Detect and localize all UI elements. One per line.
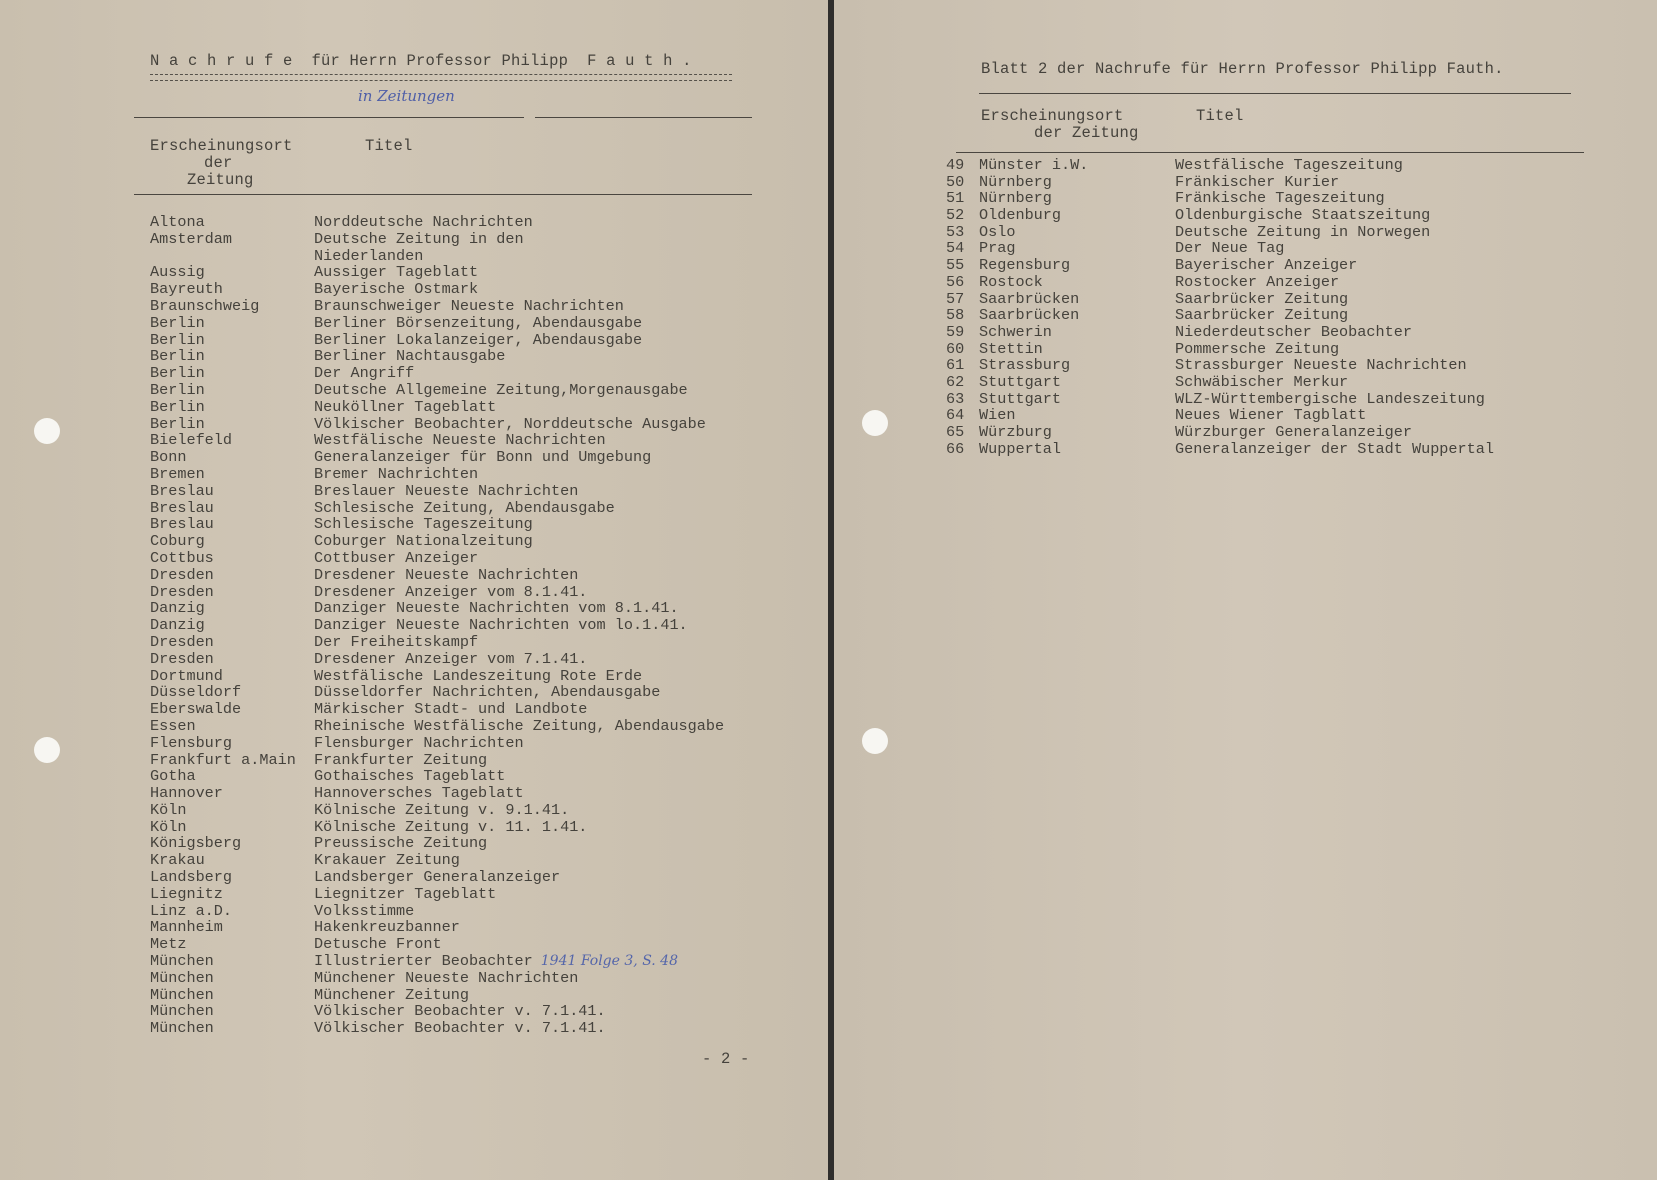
table-row: [150, 919, 724, 936]
location-cell: Gotha: [150, 767, 196, 786]
col-location-header-2: der Zeitung: [1034, 124, 1139, 142]
number-cell: 58: [946, 306, 965, 325]
title-cell: Deutsche Zeitung in Norwegen: [1175, 222, 1431, 241]
number-cell: 65: [946, 423, 965, 441]
table-row: [946, 174, 1494, 191]
table-row: [946, 407, 1494, 424]
location-cell: Linz a.D.: [150, 901, 233, 920]
table-row: [150, 214, 724, 231]
title-cell: Westfälische Tageszeitung: [1175, 156, 1403, 174]
title-cell: Hakenkreuzbanner: [314, 918, 460, 937]
title-cell: Coburger Nationalzeitung: [314, 532, 533, 551]
location-cell: Danzig: [150, 599, 205, 618]
title-cell: Münchener Neueste Nachrichten: [314, 968, 579, 987]
title-cell: Bayerischer Anzeiger: [1175, 256, 1358, 275]
table-row: [150, 886, 724, 903]
title-cell: Landsberger Generalanzeiger: [314, 868, 561, 887]
col-location-header: Erscheinungsort: [981, 107, 1124, 125]
table-row: [150, 634, 724, 651]
newspaper-list: [150, 214, 724, 1037]
title-cell: Völkischer Beobachter, Norddeutsche Ausgabe: [314, 414, 706, 433]
location-cell: Saarbrücken: [979, 289, 1080, 308]
title-cell: Saarbrücker Zeitung: [1175, 306, 1349, 325]
location-cell: Münster i.W.: [979, 156, 1089, 174]
title-cell: Rheinische Westfälische Zeitung, Abendausgabe: [314, 716, 725, 735]
table-row: [150, 903, 724, 920]
header-rule: [134, 194, 752, 195]
title-cell: Neuköllner Tageblatt: [314, 397, 497, 416]
handwritten-note: 1941 Folge 3, S. 48: [540, 953, 678, 970]
table-row: [150, 600, 724, 617]
handwritten-subtitle: in Zeitungen: [358, 87, 455, 105]
title-cell: Dresdener Anzeiger vom 8.1.41.: [314, 582, 588, 601]
number-cell: 50: [946, 172, 965, 191]
table-row: [946, 324, 1494, 341]
page-number: - 2 -: [702, 1050, 750, 1068]
location-cell: Mannheim: [150, 918, 223, 937]
table-row: [946, 424, 1494, 441]
location-cell: Breslau: [150, 515, 214, 534]
punch-hole: [862, 728, 888, 754]
location-cell: Braunschweig: [150, 296, 260, 315]
location-cell: Stettin: [979, 339, 1043, 358]
location-cell: Dresden: [150, 632, 214, 651]
location-cell: Bonn: [150, 448, 187, 467]
title-cell: Der Angriff: [314, 364, 415, 383]
table-row: [150, 936, 724, 953]
location-cell: Nürnberg: [979, 172, 1052, 191]
title-cell: Schlesische Tageszeitung: [314, 515, 533, 534]
table-row: [150, 701, 724, 718]
title-cell: Cottbuser Anzeiger: [314, 548, 479, 567]
title-cell: WLZ-Württembergische Landeszeitung: [1175, 389, 1485, 408]
title-cell: Rostocker Anzeiger: [1175, 272, 1340, 291]
number-cell: 52: [946, 206, 965, 225]
title-cell: Niederlanden: [314, 246, 424, 265]
location-cell: Schwerin: [979, 322, 1052, 341]
location-cell: Oldenburg: [979, 206, 1062, 225]
title-cell: Norddeutsche Nachrichten: [314, 213, 533, 231]
title-cell: Krakauer Zeitung: [314, 851, 460, 870]
location-cell: Breslau: [150, 498, 214, 517]
table-row: [150, 869, 724, 886]
title-cell: Oldenburgische Staatszeitung: [1175, 206, 1431, 225]
table-row: [946, 291, 1494, 308]
location-cell: Nürnberg: [979, 189, 1052, 208]
title-cell: Danziger Neueste Nachrichten vom lo.1.41.: [314, 616, 688, 635]
location-cell: Oslo: [979, 222, 1016, 241]
number-cell: 51: [946, 189, 965, 208]
title-cell: Der Freiheitskampf: [314, 632, 479, 651]
punch-hole: [34, 737, 60, 763]
location-cell: Würzburg: [979, 423, 1052, 441]
location-cell: Eberswalde: [150, 700, 242, 719]
table-row: [946, 274, 1494, 291]
table-row: [150, 567, 724, 584]
location-cell: Altona: [150, 213, 205, 231]
table-row: [150, 651, 724, 668]
title-cell: Preussische Zeitung: [314, 834, 488, 853]
location-cell: Amsterdam: [150, 229, 233, 248]
rule: [979, 93, 1571, 94]
location-cell: Berlin: [150, 364, 205, 383]
table-row: [150, 584, 724, 601]
title-cell: Bremer Nachrichten: [314, 464, 479, 483]
location-cell: München: [150, 1019, 214, 1038]
rule: [134, 117, 524, 118]
table-row: [150, 466, 724, 483]
location-cell: Berlin: [150, 380, 205, 399]
table-row: [150, 852, 724, 869]
number-cell: 66: [946, 439, 965, 458]
table-row: [946, 341, 1494, 358]
location-cell: Dresden: [150, 565, 214, 584]
number-cell: 49: [946, 156, 965, 174]
location-cell: Flensburg: [150, 733, 233, 752]
title-cell: Münchener Zeitung: [314, 985, 469, 1004]
title-cell: Illustrierter Beobachter: [314, 952, 533, 971]
table-row: [150, 332, 724, 349]
location-cell: München: [150, 985, 214, 1004]
number-cell: 53: [946, 222, 965, 241]
location-cell: Bremen: [150, 464, 205, 483]
location-cell: Aussig: [150, 263, 205, 282]
table-row: [946, 307, 1494, 324]
location-cell: Wuppertal: [979, 439, 1062, 458]
title-cell: Bayerische Ostmark: [314, 280, 479, 299]
title-cell: Kölnische Zeitung v. 11. 1.41.: [314, 817, 588, 836]
table-row: [150, 516, 724, 533]
location-cell: Rostock: [979, 272, 1043, 291]
location-cell: Cottbus: [150, 548, 214, 567]
location-cell: Landsberg: [150, 868, 233, 887]
location-cell: München: [150, 952, 214, 971]
double-rule: [150, 74, 732, 81]
table-row: [946, 207, 1494, 224]
title-cell: Generalanzeiger der Stadt Wuppertal: [1175, 439, 1494, 458]
title-cell: Märkischer Stadt- und Landbote: [314, 700, 588, 719]
newspaper-list-2: [946, 157, 1494, 457]
table-row: [150, 449, 724, 466]
title-cell: Saarbrücker Zeitung: [1175, 289, 1349, 308]
table-row: [150, 382, 724, 399]
location-cell: Metz: [150, 935, 187, 954]
location-cell: Köln: [150, 817, 187, 836]
location-cell: Regensburg: [979, 256, 1071, 275]
title-cell: Fränkische Tageszeitung: [1175, 189, 1385, 208]
table-row: [946, 240, 1494, 257]
title-cell: Deutsche Zeitung in den: [314, 229, 524, 248]
table-row: [150, 416, 724, 433]
table-row: [946, 391, 1494, 408]
table-row: [150, 348, 724, 365]
title-cell: Gothaisches Tageblatt: [314, 767, 506, 786]
rule: [535, 117, 752, 118]
location-cell: München: [150, 1002, 214, 1021]
title-cell: Volksstimme: [314, 901, 415, 920]
table-row: [150, 970, 724, 987]
title-cell: Berliner Lokalanzeiger, Abendausgabe: [314, 330, 643, 349]
table-row: [150, 819, 724, 836]
col-title-header: Titel: [365, 137, 413, 155]
table-row: [150, 399, 724, 416]
title-cell: Danziger Neueste Nachrichten vom 8.1.41.: [314, 599, 679, 618]
title-cell: Aussiger Tageblatt: [314, 263, 479, 282]
title-cell: Berliner Nachtausgabe: [314, 347, 506, 366]
location-cell: München: [150, 968, 214, 987]
location-cell: Stuttgart: [979, 389, 1062, 408]
title-cell: Breslauer Neueste Nachrichten: [314, 481, 579, 500]
table-row: [150, 987, 724, 1004]
location-cell: Liegnitz: [150, 884, 223, 903]
table-row: [150, 768, 724, 785]
title-cell: Würzburger Generalanzeiger: [1175, 423, 1412, 441]
title-cell: Dresdener Anzeiger vom 7.1.41.: [314, 649, 588, 668]
title-cell: Völkischer Beobachter v. 7.1.41.: [314, 1002, 606, 1021]
table-row: [150, 550, 724, 567]
location-cell: Köln: [150, 800, 187, 819]
table-row: [946, 441, 1494, 458]
number-cell: 63: [946, 389, 965, 408]
title-cell: Braunschweiger Neueste Nachrichten: [314, 296, 624, 315]
location-cell: Frankfurt a.Main: [150, 750, 296, 769]
header-rule: [956, 152, 1584, 153]
table-row: [150, 231, 724, 248]
title-cell: Der Neue Tag: [1175, 239, 1285, 258]
title-cell: Westfälische Neueste Nachrichten: [314, 431, 606, 450]
title-cell: Frankfurter Zeitung: [314, 750, 488, 769]
location-cell: Prag: [979, 239, 1016, 258]
title-cell: Neues Wiener Tagblatt: [1175, 406, 1367, 425]
table-row: [150, 953, 724, 970]
location-cell: Berlin: [150, 397, 205, 416]
title-cell: Detusche Front: [314, 935, 442, 954]
location-cell: Strassburg: [979, 356, 1071, 375]
table-row: [150, 298, 724, 315]
location-cell: Düsseldorf: [150, 683, 242, 702]
table-row: [150, 752, 724, 769]
location-cell: Hannover: [150, 784, 223, 803]
location-cell: Krakau: [150, 851, 205, 870]
sheet-2-heading: Blatt 2 der Nachrufe für Herrn Professor Philipp Fauth.: [981, 60, 1504, 78]
number-cell: 62: [946, 372, 965, 391]
table-row: [150, 483, 724, 500]
title-cell: Generalanzeiger für Bonn und Umgebung: [314, 448, 652, 467]
number-cell: 61: [946, 356, 965, 375]
number-cell: 57: [946, 289, 965, 308]
title-cell: Pommersche Zeitung: [1175, 339, 1340, 358]
table-row: [150, 735, 724, 752]
location-cell: Königsberg: [150, 834, 242, 853]
table-row: [150, 533, 724, 550]
col-location-header-3: Zeitung: [187, 171, 254, 189]
title-cell: Dresdener Neueste Nachrichten: [314, 565, 579, 584]
title-cell: Flensburger Nachrichten: [314, 733, 524, 752]
table-row: [946, 157, 1494, 174]
table-row: [946, 374, 1494, 391]
punch-hole: [862, 410, 888, 436]
col-title-header: Titel: [1196, 107, 1244, 125]
number-cell: 55: [946, 256, 965, 275]
location-cell: Dortmund: [150, 666, 223, 685]
table-row: [150, 248, 724, 265]
location-cell: Berlin: [150, 330, 205, 349]
table-row: [150, 668, 724, 685]
col-location-header-2: der: [204, 154, 233, 172]
title-cell: Schlesische Zeitung, Abendausgabe: [314, 498, 615, 517]
table-row: [946, 357, 1494, 374]
location-cell: Berlin: [150, 313, 205, 332]
title-cell: Liegnitzer Tageblatt: [314, 884, 497, 903]
col-location-header: Erscheinungsort: [150, 137, 293, 155]
table-row: [946, 224, 1494, 241]
number-cell: 64: [946, 406, 965, 425]
table-row: [150, 365, 724, 382]
title-cell: Düsseldorfer Nachrichten, Abendausgabe: [314, 683, 661, 702]
location-cell: Dresden: [150, 582, 214, 601]
location-cell: Wien: [979, 406, 1016, 425]
title-cell: Berliner Börsenzeitung, Abendausgabe: [314, 313, 643, 332]
title-cell: Fränkischer Kurier: [1175, 172, 1340, 191]
table-row: [150, 315, 724, 332]
table-row: [150, 281, 724, 298]
number-cell: 59: [946, 322, 965, 341]
title-cell: Niederdeutscher Beobachter: [1175, 322, 1412, 341]
title-cell: Völkischer Beobachter v. 7.1.41.: [314, 1019, 606, 1038]
table-row: [150, 500, 724, 517]
location-cell: Bayreuth: [150, 280, 223, 299]
title-cell: Hannoversches Tageblatt: [314, 784, 524, 803]
location-cell: [150, 248, 314, 265]
location-cell: Danzig: [150, 616, 205, 635]
location-cell: Berlin: [150, 347, 205, 366]
location-cell: Breslau: [150, 481, 214, 500]
location-cell: Bielefeld: [150, 431, 233, 450]
sheet-1: [0, 0, 828, 1180]
punch-hole: [34, 418, 60, 444]
location-cell: Saarbrücken: [979, 306, 1080, 325]
table-row: [946, 257, 1494, 274]
number-cell: 56: [946, 272, 965, 291]
number-cell: 54: [946, 239, 965, 258]
location-cell: Coburg: [150, 532, 205, 551]
table-row: [150, 264, 724, 281]
table-row: [946, 190, 1494, 207]
table-row: [150, 718, 724, 735]
table-row: [150, 684, 724, 701]
location-cell: Berlin: [150, 414, 205, 433]
table-row: [150, 432, 724, 449]
location-cell: Essen: [150, 716, 196, 735]
table-row: [150, 617, 724, 634]
title-cell: Westfälische Landeszeitung Rote Erde: [314, 666, 643, 685]
table-row: [150, 835, 724, 852]
number-cell: 60: [946, 339, 965, 358]
title-cell: Deutsche Allgemeine Zeitung,Morgenausgabe: [314, 380, 688, 399]
table-row: [150, 802, 724, 819]
table-row: [150, 1003, 724, 1020]
title-cell: Schwäbischer Merkur: [1175, 372, 1349, 391]
table-row: [150, 1020, 724, 1037]
location-cell: Dresden: [150, 649, 214, 668]
sheet-1-heading: N a c h r u f e für Herrn Professor Philipp F a u t h .: [150, 52, 692, 70]
table-row: [150, 785, 724, 802]
title-cell: Strassburger Neueste Nachrichten: [1175, 356, 1467, 375]
location-cell: Stuttgart: [979, 372, 1062, 391]
title-cell: Kölnische Zeitung v. 9.1.41.: [314, 800, 570, 819]
